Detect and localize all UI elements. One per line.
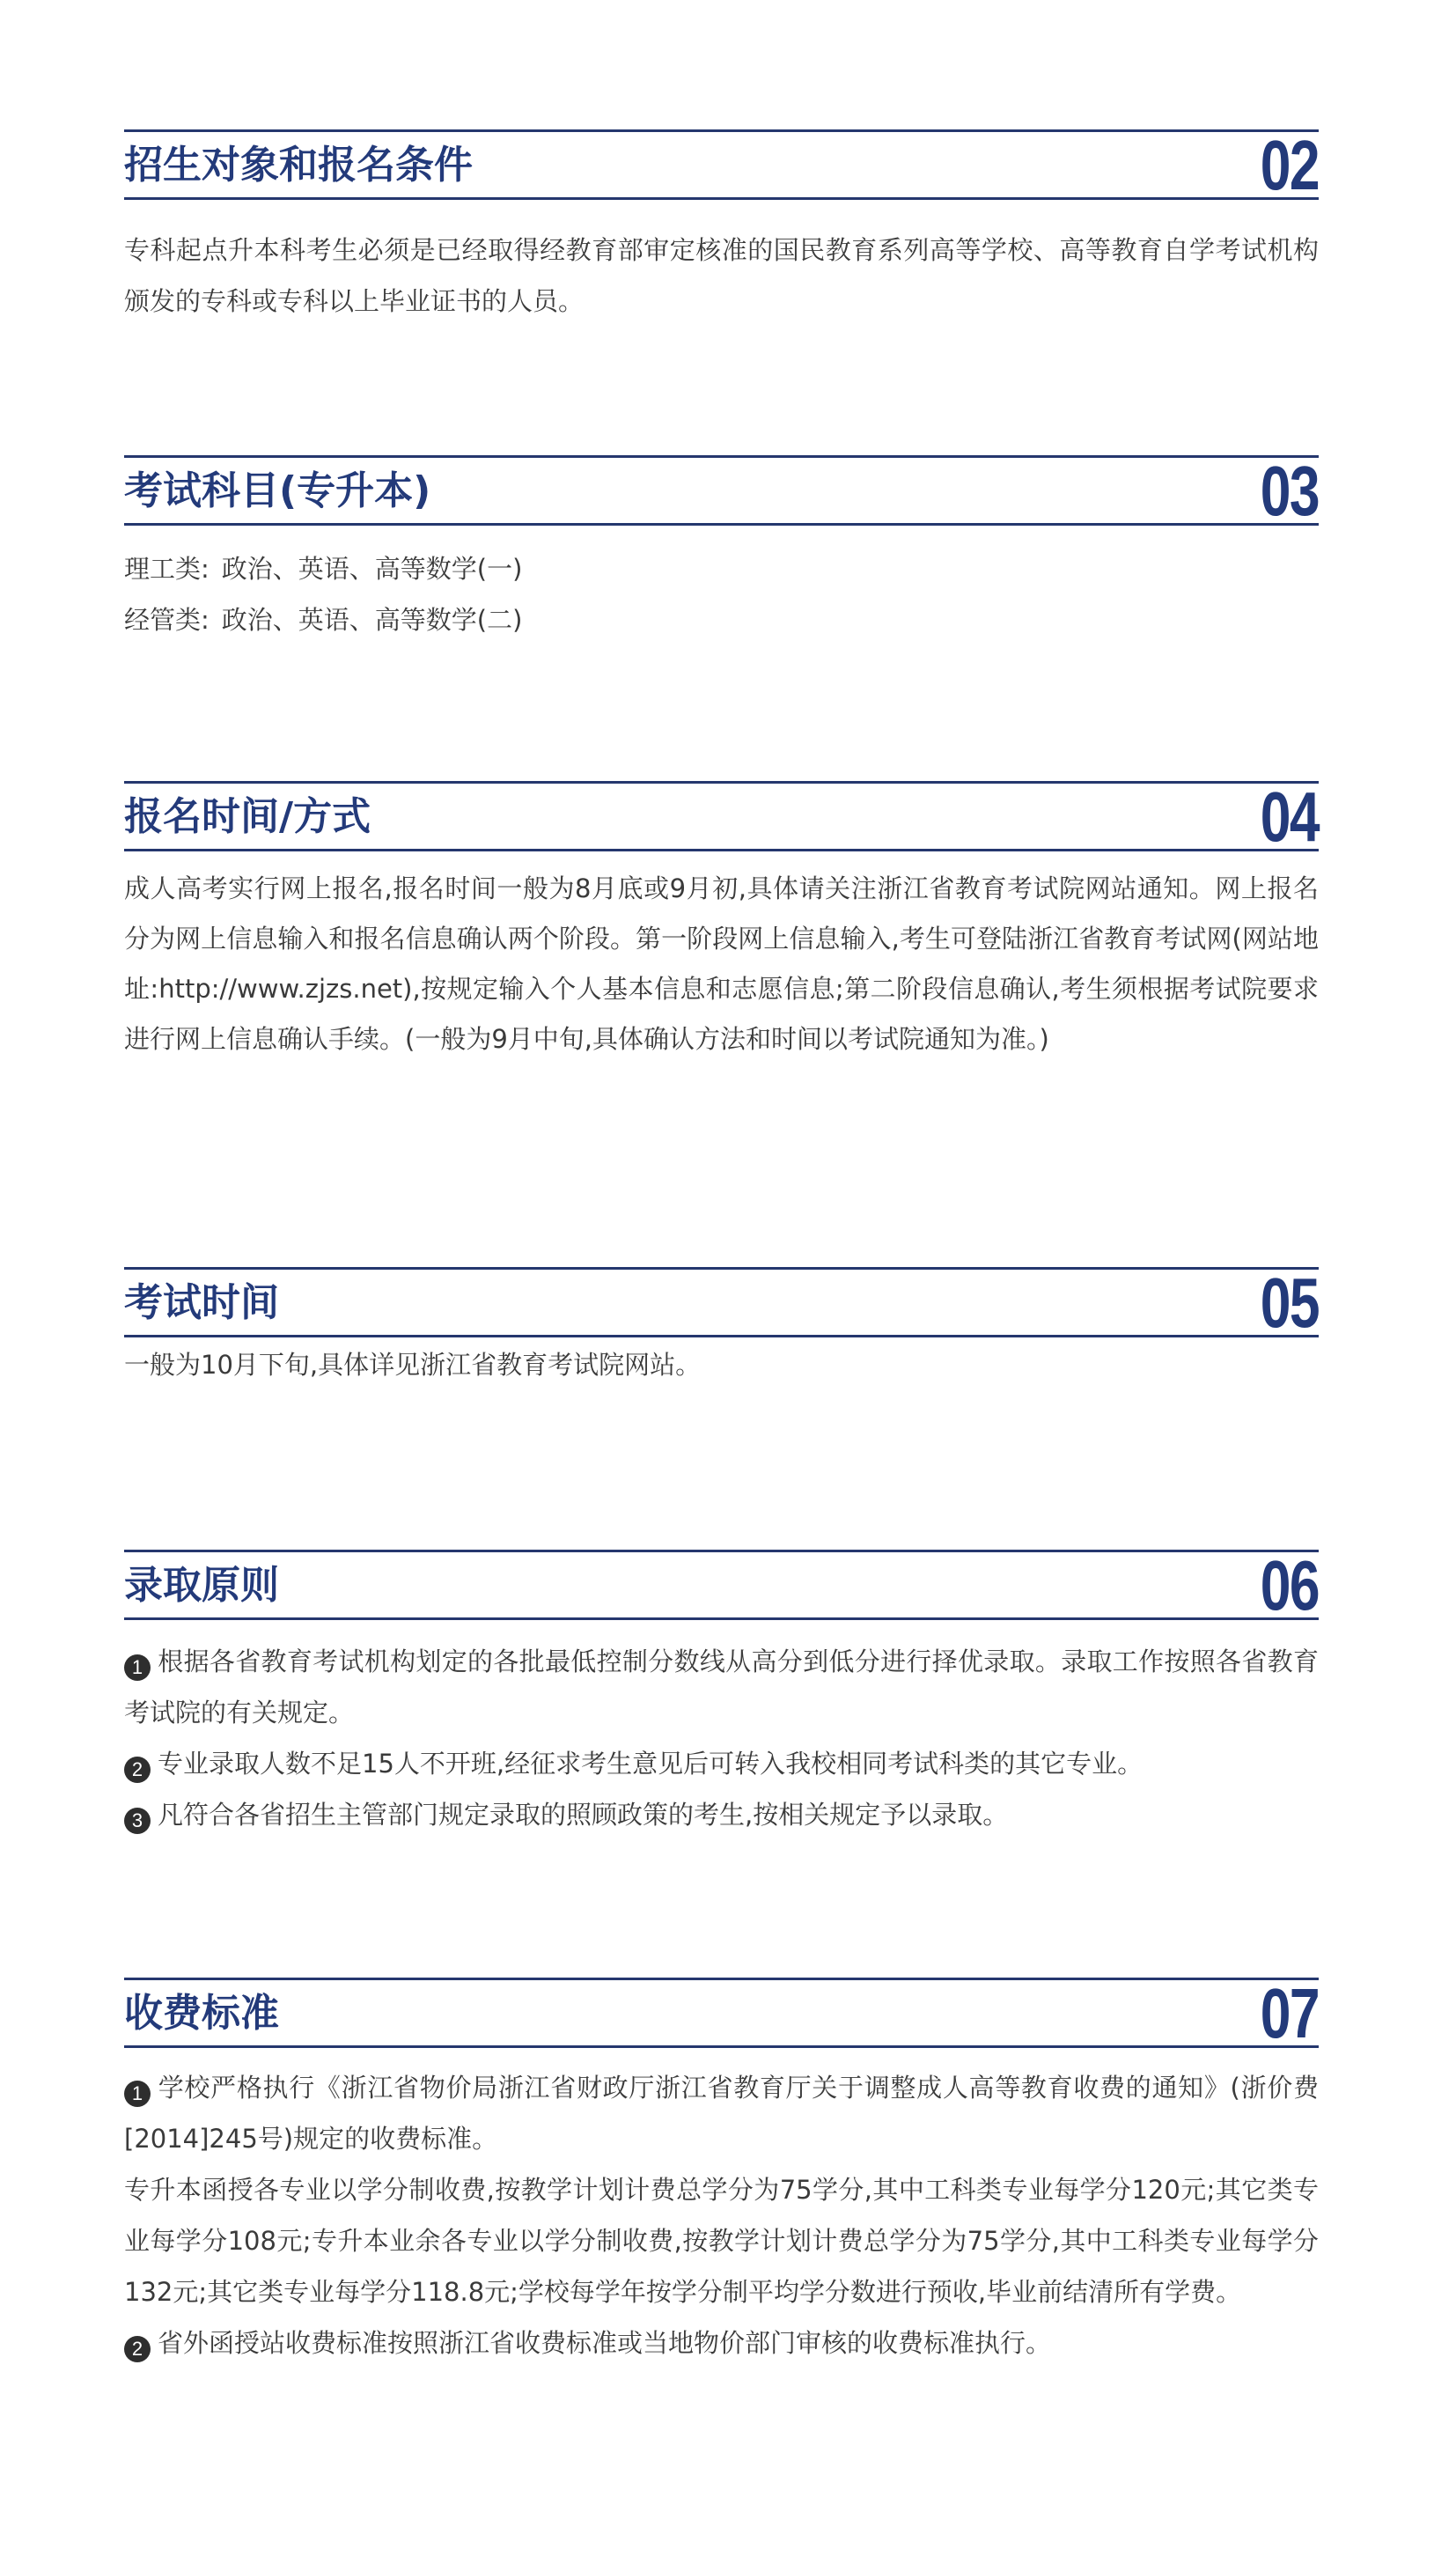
number-badge-icon: 2 bbox=[124, 1757, 151, 1783]
subject-category-label: 理工类: bbox=[124, 554, 210, 584]
section-number: 06 bbox=[1260, 1546, 1319, 1624]
number-badge-icon: 1 bbox=[124, 1654, 151, 1681]
section-header bbox=[124, 1263, 1319, 1342]
list-item-text: 省外函授站收费标准按照浙江省收费标准或当地物价部门审核的收费标准执行。 bbox=[158, 2328, 1052, 2358]
section-title: 录取原则 bbox=[124, 1563, 279, 1608]
paragraph: 专科起点升本科考生必须是已经取得经教育部审定核准的国民教育系列高等学校、高等教育自学考试机构颁发的专科或专科以上毕业证书的人员。 bbox=[124, 235, 1319, 316]
list-item bbox=[124, 2062, 1319, 2164]
subject-category-label: 经管类: bbox=[124, 605, 210, 635]
section-number: 05 bbox=[1260, 1263, 1319, 1342]
section-number: 03 bbox=[1260, 452, 1319, 530]
section-header bbox=[124, 452, 1319, 530]
list-item bbox=[124, 1636, 1319, 1738]
list-item bbox=[124, 2317, 1319, 2369]
list-item bbox=[124, 1738, 1319, 1789]
section-header bbox=[124, 126, 1319, 204]
section-body bbox=[124, 1339, 1319, 1390]
list-item-text: 学校严格执行《浙江省物价局浙江省财政厅浙江省教育厅关于调整成人高等教育收费的通知》(浙价费[2014]245号)规定的收费标准。 bbox=[124, 2073, 1319, 2154]
paragraph: 一般为10月下旬,具体详见浙江省教育考试院网站。 bbox=[124, 1350, 702, 1380]
number-badge-icon: 2 bbox=[124, 2336, 151, 2362]
list-item-text: 根据各省教育考试机构划定的各批最低控制分数线从高分到低分进行择优录取。录取工作按照各省教育考试院的有关规定。 bbox=[124, 1647, 1319, 1728]
fee-detail-paragraph: 专升本函授各专业以学分制收费,按教学计划计费总学分为75学分,其中工科类专业每学分120元;其它类专业每学分108元;专升本业余各专业以学分制收费,按教学计划计费总学分为75学分,其中工科类专业每学分132元;其它类专业每学分118.8元;学校每学年按学分制平均学分数进行预收,毕业前结清所有学费。 bbox=[124, 2175, 1319, 2307]
list-item bbox=[124, 1789, 1319, 1840]
section-registration bbox=[124, 777, 1319, 1065]
section-title: 收费标准 bbox=[124, 1991, 279, 2036]
section-header bbox=[124, 1974, 1319, 2052]
section-body bbox=[124, 543, 1319, 645]
subject-list: 政治、英语、高等数学(二) bbox=[221, 605, 523, 635]
section-number: 07 bbox=[1260, 1974, 1319, 2052]
section-title: 报名时间/方式 bbox=[124, 794, 371, 839]
section-exam-subjects bbox=[124, 452, 1319, 645]
section-number: 02 bbox=[1260, 126, 1319, 204]
paragraph: 成人高考实行网上报名,报名时间一般为8月底或9月初,具体请关注浙江省教育考试院网站通知。网上报名分为网上信息输入和报名信息确认两个阶段。第一阶段网上信息输入,考生可登陆浙江省教育考试网(网站地址:http://www.zjzs.net),按规定输入个人基本信息和志愿信息;第二阶段信息确认,考生须根据考试院要求进行网上信息确认手续。(一般为9月中旬,具体确认方法和时间以考试院通知为准。) bbox=[124, 873, 1319, 1054]
section-title: 考试时间 bbox=[124, 1280, 279, 1325]
section-body bbox=[124, 864, 1319, 1065]
number-badge-icon: 1 bbox=[124, 2081, 151, 2107]
subject-row-science bbox=[124, 543, 1319, 594]
section-body bbox=[124, 2062, 1319, 2369]
subject-row-economics bbox=[124, 594, 1319, 645]
section-body bbox=[124, 1636, 1319, 1840]
section-body bbox=[124, 225, 1319, 327]
section-fee-standards bbox=[124, 1974, 1319, 2369]
list-item-text: 凡符合各省招生主管部门规定录取的照顾政策的考生,按相关规定予以录取。 bbox=[158, 1800, 1009, 1830]
subject-list: 政治、英语、高等数学(一) bbox=[221, 554, 523, 584]
section-number: 04 bbox=[1260, 777, 1319, 856]
section-title: 招生对象和报名条件 bbox=[124, 143, 473, 188]
section-header bbox=[124, 777, 1319, 856]
section-exam-time bbox=[124, 1263, 1319, 1390]
section-admission-principles bbox=[124, 1546, 1319, 1840]
list-item-text: 专业录取人数不足15人不开班,经征求考生意见后可转入我校相同考试科类的其它专业。 bbox=[158, 1749, 1143, 1779]
section-title: 考试科目(专升本) bbox=[124, 468, 431, 513]
section-header bbox=[124, 1546, 1319, 1624]
number-badge-icon: 3 bbox=[124, 1808, 151, 1834]
section-enrollment-eligibility bbox=[124, 126, 1319, 327]
